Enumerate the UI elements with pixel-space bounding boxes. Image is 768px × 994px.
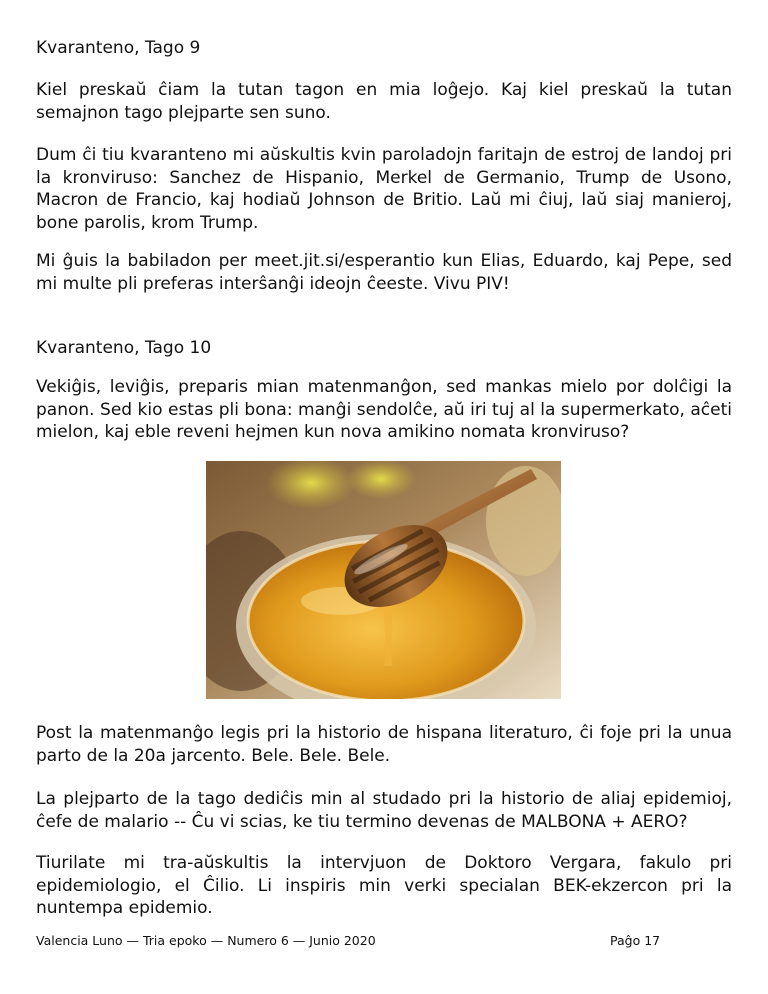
entry-heading-day-9: Kvaranteno, Tago 9 (36, 38, 201, 58)
honey-dipper-photo (206, 461, 561, 699)
paragraph-day10-3: La plejparto de la tago dediĉis min al studado pri la historio de aliaj epidemioj, ĉefe de malario -- Ĉu vi scias, ke tiu termino devenas de MALBONA + AERO? (36, 789, 732, 832)
entry-heading-day-10: Kvaranteno, Tago 10 (36, 338, 212, 358)
paragraph-day9-3: Mi ĝuis la babiladon per meet.jit.si/esperantio kun Elias, Eduardo, kaj Pepe, sed mi multe pli preferas interŝanĝi ideojn ĉeeste. Vivu PIV! (36, 251, 732, 294)
paragraph-day10-2: Post la matenmanĝo legis pri la historio de hispana literaturo, ĉi foje pri la unua parto de la 20a jarcento. Bele. Bele. Bele. (36, 723, 732, 766)
paragraph-day10-1: Vekiĝis, leviĝis, preparis mian matenmanĝon, sed mankas mielo por dolĉigi la panon. Sed kio estas pli bona: manĝi sendolĉe, aŭ iri tuj al la supermerkato, aĉeti mielon, kaj eble reveni hejmen kun nova amikino nomata kronviruso? (36, 377, 732, 442)
paragraph-day10-4: Tiurilate mi tra-aŭskultis la intervjuon de Doktoro Vergara, fakulo pri epidemiologio, el Ĉilio. Li inspiris min verki specialan BEK-ekzercon pri la nuntempa epidemio. (36, 853, 732, 918)
newsletter-page (36, 0, 732, 994)
footer-page-number: Paĝo 17 (610, 933, 661, 948)
paragraph-day9-2: Dum ĉi tiu kvaranteno mi aŭskultis kvin paroladojn faritajn de estroj de landoj pri la kronviruso: Sanchez de Hispanio, Merkel de Germanio, Trump de Usono, Macron de Francio, kaj hodiaŭ Johnson de Britio. Laŭ mi ĉiuj, laŭ siaj manieroj, bone parolis, krom Trump. (36, 145, 732, 233)
paragraph-day9-1: Kiel preskaŭ ĉiam la tutan tagon en mia loĝejo. Kaj kiel preskaŭ la tutan semajnon tago plejparte sen suno. (36, 80, 732, 123)
footer-publication: Valencia Luno — Tria epoko — Numero 6 — Junio 2020 (36, 933, 376, 948)
